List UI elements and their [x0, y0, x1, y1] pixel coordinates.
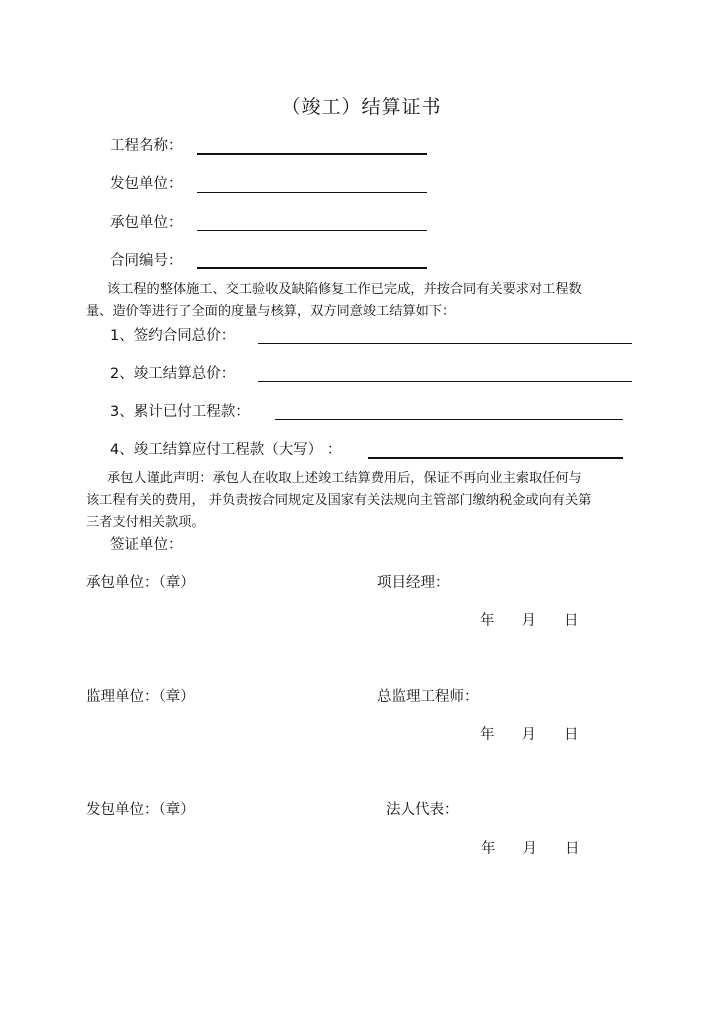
day-label: 日: [564, 613, 579, 629]
declaration-line: 该工程有关的费用， 并负责按合同规定及国家有关法规向主管部门缴纳税金或向有关第: [86, 493, 592, 508]
month-label: 月: [522, 841, 537, 857]
item-final-total-label: 2、竣工结算总价：: [110, 366, 236, 382]
contractor-blank[interactable]: [197, 230, 427, 231]
intro-paragraph: [86, 279, 626, 323]
contract-price-blank[interactable]: [258, 343, 632, 344]
date-line: [480, 728, 579, 743]
chief-supervisor-label: 总监理工程师：: [377, 689, 479, 705]
supervisor-seal-label: 监理单位：（章）: [86, 689, 195, 705]
sign-unit-label: 签证单位：: [110, 537, 183, 553]
employer-blank[interactable]: [197, 192, 427, 193]
item-paid-amount-label: 3、累计已付工程款：: [110, 404, 250, 420]
declaration-paragraph: [86, 468, 646, 534]
intro-line: 量、造价等进行了全面的度量与核算，双方同意竣工结算如下：: [86, 304, 456, 319]
contractor-seal-label: 承包单位：（章）: [86, 575, 195, 591]
year-label: 年: [481, 841, 496, 857]
month-label: 月: [521, 727, 536, 743]
item-payable-amount-label: 4、竣工结算应付工程款（大写） ：: [110, 442, 342, 458]
date-line: [481, 842, 580, 857]
year-label: 年: [480, 727, 495, 743]
declaration-line: 三者支付相关款项。: [86, 515, 205, 530]
project-name-blank[interactable]: [197, 153, 427, 155]
field-label-project-name: 工程名称：: [110, 138, 183, 154]
field-label-contractor: 承包单位：: [110, 215, 183, 231]
final-total-blank[interactable]: [258, 381, 632, 382]
date-line: [480, 614, 579, 629]
item-contract-price-label: 1、签约合同总价：: [110, 328, 236, 344]
field-label-contract-no: 合同编号：: [110, 253, 183, 269]
year-label: 年: [480, 613, 495, 629]
day-label: 日: [564, 727, 579, 743]
payable-amount-blank[interactable]: [368, 457, 623, 459]
intro-line: 该工程的整体施工、交工验收及缺陷修复工作已完成，并按合同有关要求对工程数: [107, 282, 582, 297]
legal-representative-label: 法人代表：: [386, 802, 459, 818]
contract-no-blank[interactable]: [197, 267, 427, 269]
paid-amount-blank[interactable]: [275, 419, 623, 420]
day-label: 日: [565, 841, 580, 857]
month-label: 月: [521, 613, 536, 629]
document-title: （竣工）结算证书: [281, 96, 442, 118]
field-label-employer: 发包单位：: [110, 176, 183, 192]
employer-seal-label: 发包单位：（章）: [86, 802, 195, 818]
declaration-line: 承包人谨此声明：承包人在收取上述竣工结算费用后，保证不再向业主索取任何与: [107, 471, 582, 486]
project-manager-label: 项目经理：: [377, 575, 450, 591]
